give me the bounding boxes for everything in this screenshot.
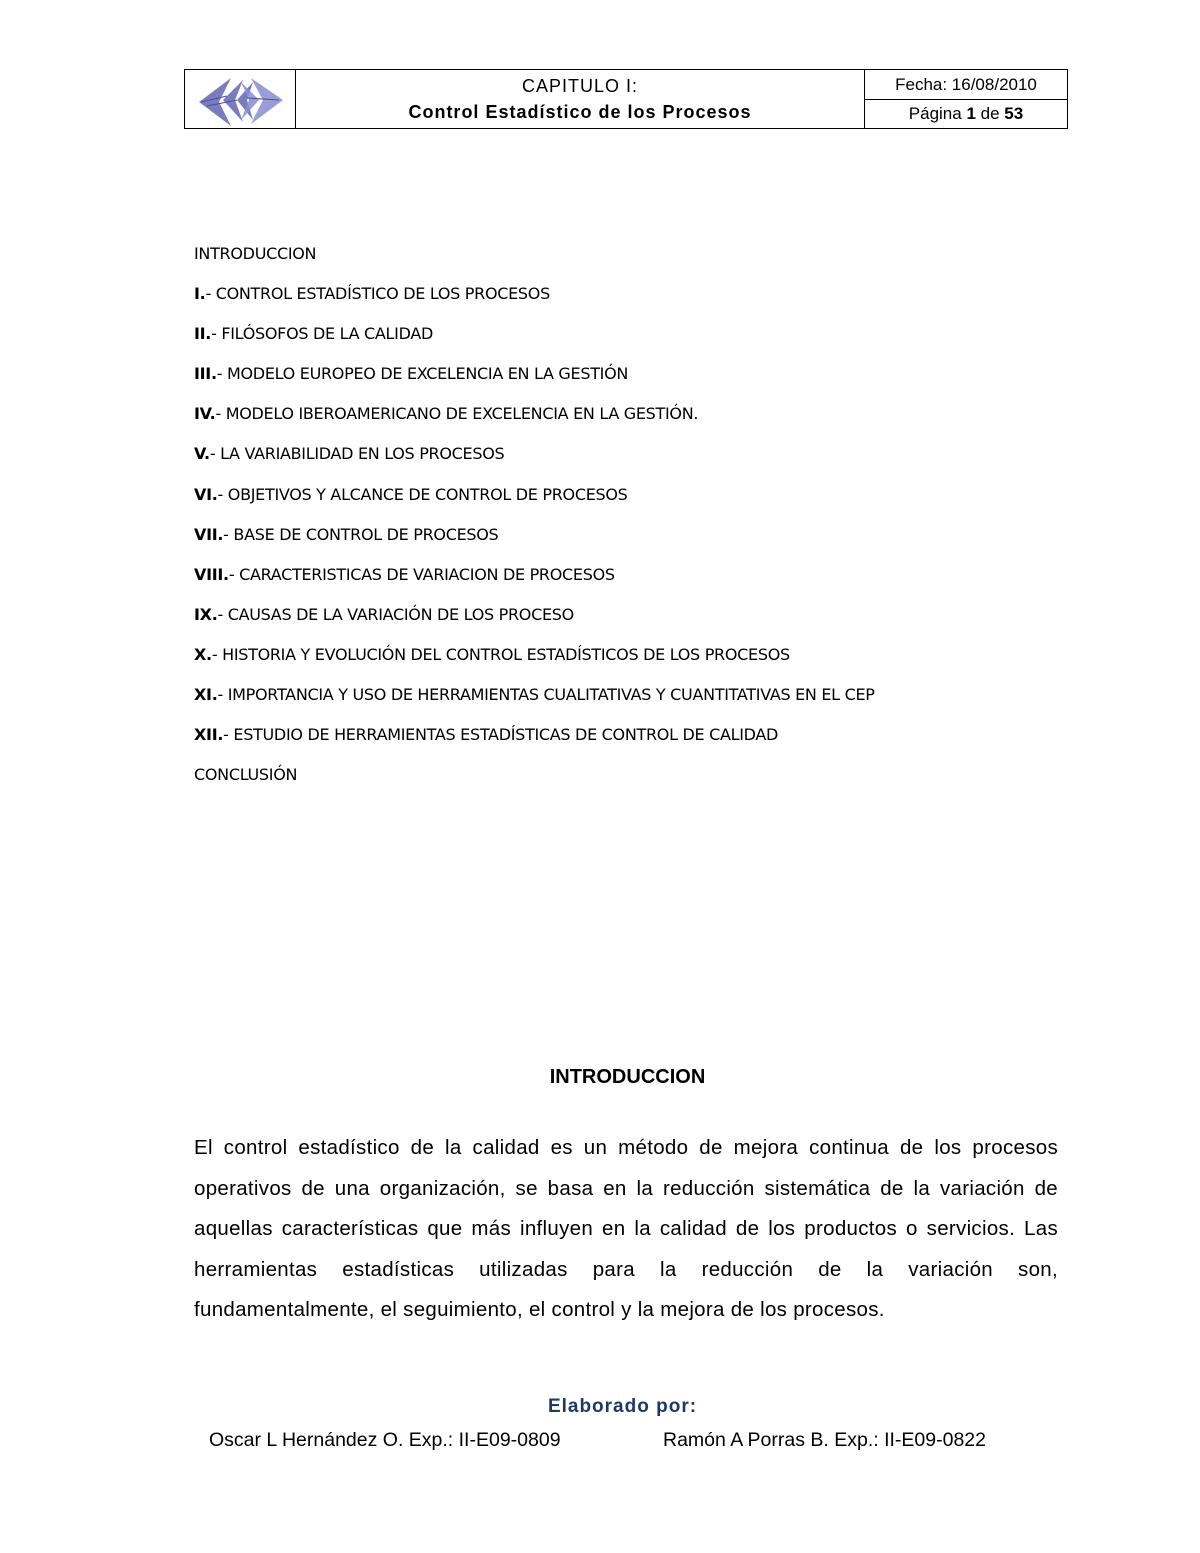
- chapter-subtitle: Control Estadístico de los Procesos: [408, 102, 752, 122]
- chapter-title: CAPITULO I:: [521, 76, 639, 96]
- table-of-contents: [194, 244, 1094, 805]
- page-prefix: Página: [908, 104, 967, 123]
- toc-item: IV.- MODELO IBEROAMERICANO DE EXCELENCIA EN LA GESTIÓN.: [194, 404, 699, 424]
- page-total: 53: [1004, 104, 1024, 123]
- toc-item: CONCLUSIÓN: [194, 765, 298, 785]
- date-label: Fecha: 16/08/2010: [865, 70, 1067, 100]
- header-title-cell: [296, 70, 865, 128]
- page-current: 1: [966, 104, 976, 123]
- toc-item: VI.- OBJETIVOS Y ALCANCE DE CONTROL DE PROCESOS: [194, 484, 628, 504]
- toc-item: XII.- ESTUDIO DE HERRAMIENTAS ESTADÍSTICAS DE CONTROL DE CALIDAD: [194, 725, 779, 745]
- toc-item: XI.- IMPORTANCIA Y USO DE HERRAMIENTAS CUALITATIVAS Y CUANTITATIVAS EN EL CEP: [194, 685, 875, 705]
- toc-item: VIII.- CARACTERISTICAS DE VARIACION DE PROCESOS: [194, 564, 615, 584]
- authors-heading: Elaborado por:: [547, 1396, 698, 1417]
- document-header: [184, 69, 1068, 129]
- toc-item: III.- MODELO EUROPEO DE EXCELENCIA EN LA GESTIÓN: [194, 364, 629, 384]
- toc-item: II.- FILÓSOFOS DE LA CALIDAD: [194, 324, 433, 344]
- toc-item: IX.- CAUSAS DE LA VARIACIÓN DE LOS PROCESO: [194, 604, 574, 624]
- header-meta-cell: [865, 70, 1067, 128]
- logo-cell: [185, 70, 296, 128]
- toc-item: V.- LA VARIABILIDAD EN LOS PROCESOS: [194, 444, 505, 464]
- page-middle: de: [975, 104, 1005, 123]
- toc-item: X.- HISTORIA Y EVOLUCIÓN DEL CONTROL ESTADÍSTICOS DE LOS PROCESOS: [194, 644, 790, 664]
- intro-heading: INTRODUCCION: [549, 1066, 706, 1088]
- toc-item: VII.- BASE DE CONTROL DE PROCESOS: [194, 524, 499, 544]
- page-indicator: [865, 99, 1067, 128]
- chevron-wings-logo-icon: [197, 74, 285, 126]
- toc-item: I.- CONTROL ESTADÍSTICO DE LOS PROCESOS: [194, 284, 550, 304]
- intro-paragraph: El control estadístico de la calidad es un método de mejora continua de los procesos operativos de una organización, se basa en la reducción sistemática de la variación de aquellas características que más influyen en la calidad de los productos o servicios. Las herramientas estadísticas utilizadas para la reducción de la variación son, fundamentalmente, el seguimiento, el control y la mejora de los procesos.: [194, 1136, 1058, 1322]
- author-1: Oscar L Hernández O. Exp.: II-E09-0809: [209, 1429, 561, 1451]
- toc-item: INTRODUCCION: [194, 244, 317, 263]
- author-2: Ramón A Porras B. Exp.: II-E09-0822: [663, 1429, 986, 1451]
